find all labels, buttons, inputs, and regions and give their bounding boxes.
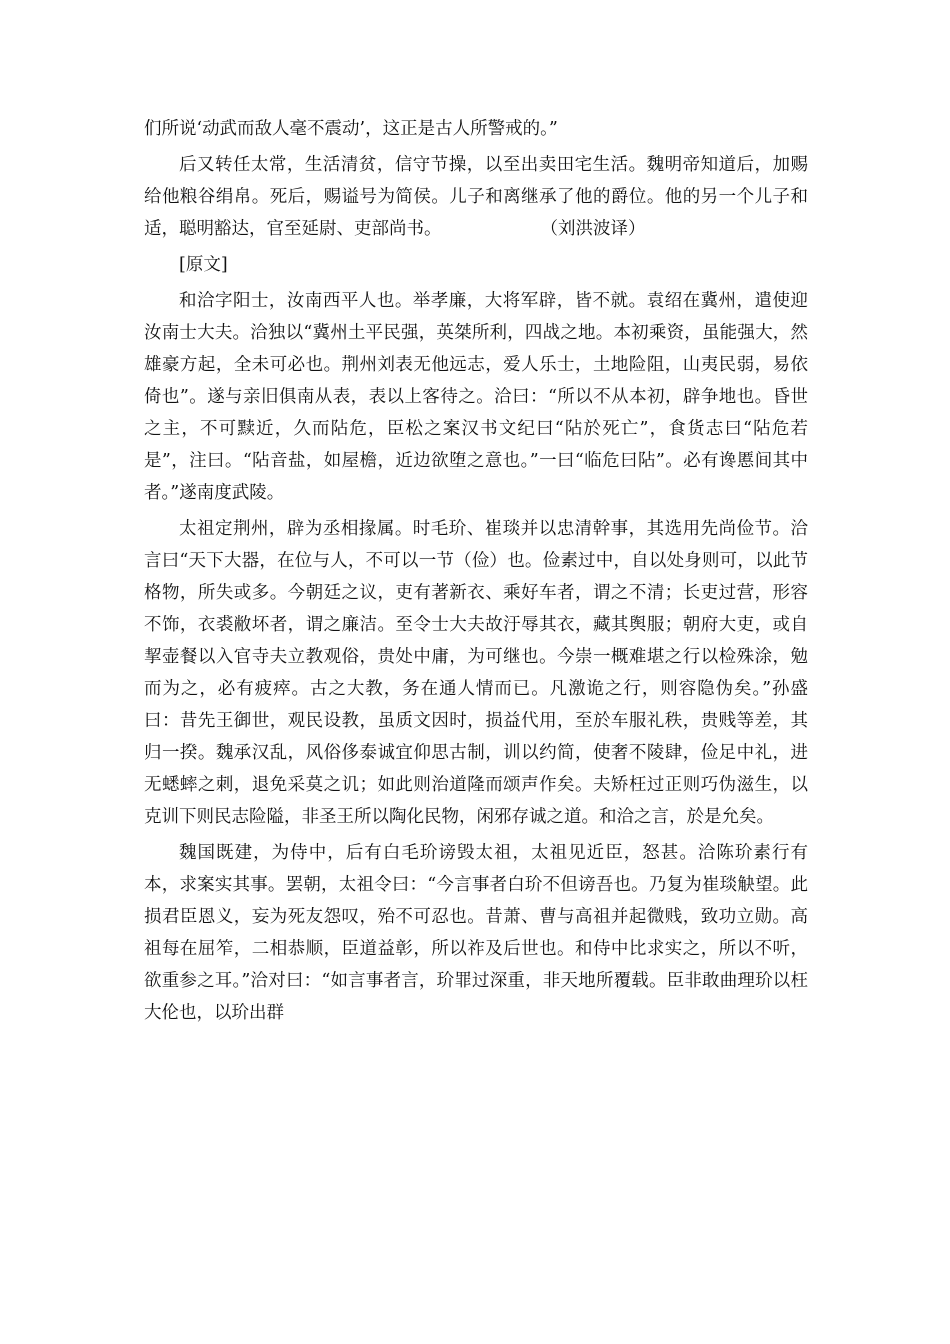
paragraph-translation-text: 后又转任太常，生活清贫，信守节操，以至出卖田宅生活。魏明帝知道后，加赐给他粮谷绢帛。死后，赐谥号为简侯。儿子和离继承了他的爵位。他的另一个儿子和适，聪明豁达，官至延尉、吏部尚书。 <box>144 155 808 239</box>
paragraph-original-1: 和洽字阳士，汝南西平人也。举孝廉，大将军辟，皆不就。袁绍在冀州，遣使迎汝南士大夫。洽独以“冀州土平民强，英桀所利，四战之地。本初乘资，虽能强大，然雄豪方起，全未可必也。荆州刘表无他远志，爱人乐士，土地险阻，山夷民弱，易依倚也”。遂与亲旧俱南从表，表以上客待之。洽曰：“所以不从本初，辟争地也。昏世之主，不可黩近，久而阽危，臣松之案汉书文纪曰“阽於死亡”，食货志曰“阽危若是”，注曰。“阽音盐，如屋檐，近边欲堕之意也。”一曰“临危曰阽”。必有谗慝间其中者。”遂南度武陵。 <box>144 291 808 503</box>
section-heading-original: [原文] <box>179 255 228 275</box>
body-text <box>144 113 808 1033</box>
paragraph-continuation: 们所说‘动武而敌人毫不震动’，这正是古人所警戒的。” <box>144 119 558 139</box>
paragraph-original-2: 太祖定荆州，辟为丞相掾属。时毛玠、崔琰并以忠清幹事，其选用先尚俭节。洽言曰“天下大器，在位与人，不可以一节（俭）也。俭素过中，自以处身则可，以此节格物，所失或多。今朝廷之议，吏有著新衣、乘好车者，谓之不清；长吏过营，形容不饰，衣裘敝坏者，谓之廉洁。至令士大夫故汙辱其衣，藏其舆服；朝府大吏，或自挈壶餐以入官寺夫立教观俗，贵处中庸，为可继也。今崇一概难堪之行以检殊涂，勉而为之，必有疲瘁。古之大教，务在通人情而已。凡激诡之行，则容隐伪矣。”孙盛曰：昔先王御世，观民设教，虽质文因时，损益代用，至於车服礼秩，贵贱等差，其归一揆。魏承汉乱，风俗侈泰诚宜仰思古制，训以约简，使奢不陵肆，俭足中礼，进无蟋蟀之刺，退免采莫之讥；如此则治道隆而颂声作矣。夫矫枉过正则巧伪滋生，以克训下则民志险隘，非圣王所以陶化民物，闲邪存诚之道。和洽之言，於是允矣。 <box>144 519 808 827</box>
paragraph-translation-end <box>144 149 808 245</box>
translator-credit: （刘洪波译） <box>540 219 646 239</box>
paragraph-original-3: 魏国既建，为侍中，后有白毛玠谤毁太祖，太祖见近臣，怒甚。洽陈玠素行有本，求案实其事。罢朝，太祖令曰：“今言事者白玠不但谤吾也。乃复为崔琰觖望。此损君臣恩义，妄为死友怨叹，殆不可忍也。昔萧、曹与高祖并起微贱，致功立勋。高祖每在屈笮，二相恭顺，臣道益彰，所以祚及后世也。和侍中比求实之，所以不听，欲重参之耳。”洽对曰：“如言事者言，玠罪过深重，非天地所覆载。臣非敢曲理玠以枉大伦也，以玠出群 <box>144 843 808 1023</box>
